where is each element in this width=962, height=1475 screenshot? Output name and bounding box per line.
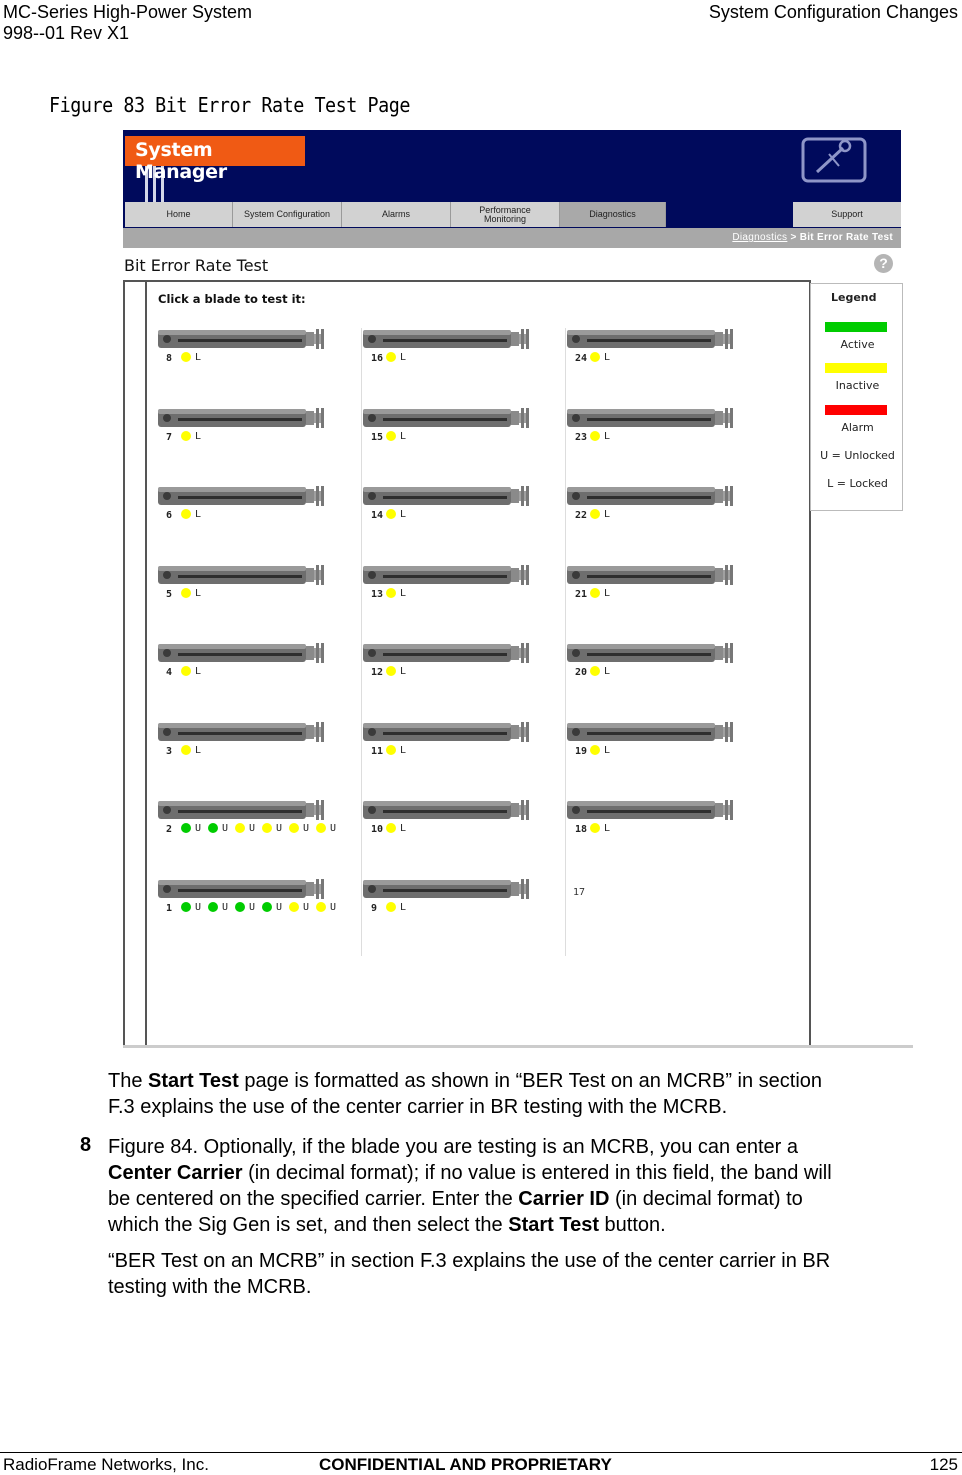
status-indicator — [262, 823, 282, 834]
blade-number: 13 — [371, 589, 384, 600]
blade-number: 6 — [166, 510, 173, 521]
status-indicator — [316, 902, 336, 913]
status-dot — [235, 823, 245, 833]
status-dot — [181, 902, 191, 912]
status-dot — [262, 902, 272, 912]
status-indicator — [386, 431, 406, 442]
center-carrier-term: Center Carrier — [108, 1162, 243, 1184]
blade-number: 11 — [371, 746, 384, 757]
status-dot — [262, 823, 272, 833]
blade-number: 12 — [371, 667, 384, 678]
tab-support[interactable]: Support — [793, 202, 901, 227]
status-indicator — [235, 902, 255, 913]
blade-slot-8[interactable] — [158, 327, 340, 372]
status-indicator — [316, 823, 336, 834]
blade-slot-2[interactable] — [158, 798, 340, 843]
blade-slot-10[interactable] — [363, 798, 545, 843]
page-title: Bit Error Rate Test — [124, 256, 269, 275]
blade-slot-19[interactable] — [567, 720, 749, 765]
status-indicator — [386, 666, 406, 677]
breadcrumb-separator: > — [790, 232, 797, 243]
paragraph-2 — [108, 1248, 830, 1300]
status-indicator — [386, 352, 406, 363]
status-indicator — [590, 823, 610, 834]
app-logo — [125, 136, 305, 183]
status-indicator — [289, 823, 309, 834]
blade-bar-icon — [363, 406, 533, 430]
status-dot — [235, 902, 245, 912]
status-indicator — [590, 588, 610, 599]
status-dot — [208, 902, 218, 912]
blade-number: 23 — [575, 432, 588, 443]
text-span: testing with the MCRB. — [108, 1276, 312, 1298]
blade-bar-icon — [158, 406, 328, 430]
footer-rule — [0, 1452, 962, 1453]
step-8-text — [108, 1134, 832, 1238]
figure-caption: Figure 83 Bit Error Rate Test Page — [49, 93, 411, 117]
blade-number: 18 — [575, 824, 588, 835]
lock-state: U — [330, 823, 337, 834]
status-dot — [316, 823, 326, 833]
empty-slot-17: 17 — [573, 887, 586, 898]
status-dot — [289, 823, 299, 833]
status-indicator — [262, 902, 282, 913]
breadcrumb — [123, 228, 901, 248]
blade-bar-icon — [158, 327, 328, 351]
blade-bar-icon — [363, 720, 533, 744]
blade-bar-icon — [567, 484, 737, 508]
status-dot — [590, 431, 600, 441]
lock-state: L — [400, 902, 407, 913]
system-manager-screenshot — [123, 130, 903, 1048]
lock-state: L — [400, 666, 407, 677]
column-divider — [565, 328, 566, 956]
lock-state: L — [400, 352, 407, 363]
blade-number: 24 — [575, 353, 588, 364]
blade-bar-icon — [363, 798, 533, 822]
text-span: button. — [599, 1214, 666, 1236]
breadcrumb-current: Bit Error Rate Test — [799, 232, 893, 243]
blade-slot-20[interactable] — [567, 641, 749, 686]
status-indicator — [181, 823, 201, 834]
blade-number: 22 — [575, 510, 588, 521]
status-indicator — [208, 823, 228, 834]
blade-bar-icon — [567, 406, 737, 430]
lock-state: L — [195, 509, 202, 520]
lock-state: U — [222, 823, 229, 834]
status-dot — [181, 745, 191, 755]
tab-alarms[interactable]: Alarms — [342, 202, 451, 227]
status-dot — [181, 666, 191, 676]
doc-revision: 998--01 Rev X1 — [3, 23, 130, 43]
app-banner — [123, 130, 901, 202]
lock-state: L — [400, 823, 407, 834]
status-dot — [386, 588, 396, 598]
lock-state: L — [400, 745, 407, 756]
status-indicator — [590, 431, 610, 442]
text-span: which the Sig Gen is set, and then select the — [108, 1214, 509, 1236]
text-span: be centered on the specified carrier. Enter the — [108, 1188, 519, 1210]
blade-slot-22[interactable] — [567, 484, 749, 529]
blade-bar-icon — [363, 327, 533, 351]
blade-number: 2 — [166, 824, 173, 835]
blade-bar-icon — [567, 563, 737, 587]
lock-state: L — [195, 666, 202, 677]
lock-state: U — [330, 902, 337, 913]
status-dot — [181, 431, 191, 441]
status-dot — [590, 509, 600, 519]
footer-page-number: 125 — [929, 1455, 958, 1474]
blade-slot-24[interactable] — [567, 327, 749, 372]
blade-number: 20 — [575, 667, 588, 678]
status-dot — [181, 823, 191, 833]
blade-bar-icon — [567, 798, 737, 822]
blade-bar-icon — [158, 641, 328, 665]
legend-inactive-swatch — [825, 363, 887, 373]
blade-slot-4[interactable] — [158, 641, 340, 686]
lock-state: L — [400, 431, 407, 442]
status-indicator — [181, 431, 201, 442]
tab-system-configuration[interactable]: System Configuration — [233, 202, 342, 227]
blade-slot-23[interactable] — [567, 406, 749, 451]
status-dot — [181, 588, 191, 598]
footer-company: RadioFrame Networks, Inc. — [3, 1455, 209, 1474]
status-indicator — [208, 902, 228, 913]
lock-state: U — [249, 823, 256, 834]
lock-state: L — [195, 745, 202, 756]
status-dot — [590, 588, 600, 598]
tab-diagnostics[interactable]: Diagnostics — [560, 202, 666, 227]
status-indicator — [386, 509, 406, 520]
status-indicator — [181, 666, 201, 677]
blade-bar-icon — [363, 641, 533, 665]
blade-slot-5[interactable] — [158, 563, 340, 608]
status-indicator — [289, 902, 309, 913]
status-dot — [386, 509, 396, 519]
lock-state: L — [400, 588, 407, 599]
status-indicator — [386, 745, 406, 756]
legend-active-swatch — [825, 322, 887, 332]
status-dot — [386, 823, 396, 833]
text-span: “BER Test on an MCRB” in section F.3 explains the use of the center carrier in BR — [108, 1250, 831, 1272]
blade-instruction: Click a blade to test it: — [158, 292, 306, 306]
blade-slot-7[interactable] — [158, 406, 340, 451]
blade-bar-icon — [158, 563, 328, 587]
status-indicator — [590, 352, 610, 363]
status-indicator — [386, 823, 406, 834]
legend-alarm-swatch — [825, 405, 887, 415]
blade-bar-icon — [158, 798, 328, 822]
blade-number: 9 — [371, 903, 378, 914]
status-indicator — [181, 588, 201, 599]
status-indicator — [235, 823, 255, 834]
lock-state: L — [604, 666, 611, 677]
status-dot — [590, 352, 600, 362]
status-dot — [181, 352, 191, 362]
lock-state: U — [222, 902, 229, 913]
blade-number: 21 — [575, 589, 588, 600]
step-number: 8 — [80, 1134, 92, 1156]
status-indicator — [590, 509, 610, 520]
lock-state: L — [604, 509, 611, 520]
legend-title: Legend — [831, 291, 877, 304]
tab-home[interactable]: Home — [125, 202, 233, 227]
status-dot — [386, 745, 396, 755]
blade-slot-16[interactable] — [363, 327, 545, 372]
blade-number: 14 — [371, 510, 384, 521]
lock-state: L — [195, 431, 202, 442]
blade-slot-9[interactable] — [363, 877, 545, 922]
status-dot — [386, 352, 396, 362]
blade-bar-icon — [363, 484, 533, 508]
app-logo-text: System Manager — [135, 139, 227, 183]
status-dot — [289, 902, 299, 912]
carrier-id-term: Carrier ID — [518, 1188, 610, 1210]
blade-bar-icon — [363, 563, 533, 587]
lock-state: U — [303, 902, 310, 913]
blade-bar-icon — [567, 641, 737, 665]
status-dot — [590, 823, 600, 833]
status-dot — [386, 431, 396, 441]
lock-state: L — [604, 352, 611, 363]
legend-active-label: Active — [840, 338, 875, 351]
blade-slot-12[interactable] — [363, 641, 545, 686]
tab-performance-monitoring[interactable]: Performance Monitoring — [451, 202, 560, 227]
status-dot — [386, 902, 396, 912]
status-dot — [208, 823, 218, 833]
text-span: page is formatted as shown in “BER Test on an MCRB” in section — [238, 1070, 823, 1092]
lock-state: U — [276, 902, 283, 913]
blade-number: 10 — [371, 824, 384, 835]
blade-bar-icon — [363, 877, 533, 901]
text-span: Figure 84. Optionally, if the blade you are testing is an MCRB, you can enter a — [108, 1136, 798, 1158]
text-span: The — [108, 1070, 149, 1092]
blade-number: 7 — [166, 432, 173, 443]
text-span: F.3 explains the use of the center carrier in BR testing with the MCRB. — [108, 1096, 728, 1118]
blade-bar-icon — [158, 877, 328, 901]
legend — [810, 283, 903, 511]
blade-number: 8 — [166, 353, 173, 364]
status-indicator — [386, 902, 406, 913]
legend-inactive-label: Inactive — [835, 379, 880, 392]
lock-state: L — [195, 352, 202, 363]
blade-bar-icon — [158, 484, 328, 508]
lock-state: U — [249, 902, 256, 913]
blade-number: 15 — [371, 432, 384, 443]
help-icon[interactable]: ? — [874, 254, 893, 273]
lock-state: U — [195, 823, 202, 834]
blade-number: 5 — [166, 589, 173, 600]
text-span: (in decimal format); if no value is entered in this field, the band will — [242, 1162, 832, 1184]
start-test-term: Start Test — [148, 1070, 239, 1092]
doc-header-left — [3, 2, 252, 44]
blade-bar-icon — [567, 327, 737, 351]
lock-state: L — [604, 588, 611, 599]
blade-bar-icon — [567, 720, 737, 744]
blade-number: 19 — [575, 746, 588, 757]
blade-slot-1[interactable] — [158, 877, 340, 922]
blade-slot-13[interactable] — [363, 563, 545, 608]
blade-slot-18[interactable] — [567, 798, 749, 843]
paragraph-1 — [108, 1068, 822, 1120]
blade-slot-21[interactable] — [567, 563, 749, 608]
status-indicator — [386, 588, 406, 599]
main-nav — [123, 202, 901, 228]
doc-product-title: MC-Series High-Power System — [3, 2, 253, 22]
start-test-term: Start Test — [508, 1214, 599, 1236]
status-dot — [590, 666, 600, 676]
blade-number: 4 — [166, 667, 173, 678]
lock-state: L — [604, 745, 611, 756]
status-dot — [590, 745, 600, 755]
status-indicator — [181, 902, 201, 913]
blade-slot-15[interactable] — [363, 406, 545, 451]
blade-slot-6[interactable] — [158, 484, 340, 529]
status-indicator — [590, 666, 610, 677]
panel-bottom-edge — [123, 1045, 913, 1048]
lock-state: L — [604, 431, 611, 442]
column-divider — [361, 328, 362, 956]
legend-unlocked: U = Unlocked — [820, 449, 895, 462]
status-indicator — [181, 352, 201, 363]
status-dot — [316, 902, 326, 912]
breadcrumb-diagnostics-link[interactable]: Diagnostics — [732, 232, 788, 243]
status-dot — [181, 509, 191, 519]
text-span: (in decimal format) to — [609, 1188, 803, 1210]
legend-alarm-label: Alarm — [841, 421, 874, 434]
blade-number: 1 — [166, 903, 173, 914]
blade-slot-14[interactable] — [363, 484, 545, 529]
blade-bar-icon — [158, 720, 328, 744]
legend-locked: L = Locked — [827, 477, 888, 490]
blade-number: 3 — [166, 746, 173, 757]
lock-state: L — [604, 823, 611, 834]
blade-slot-11[interactable] — [363, 720, 545, 765]
blade-slot-3[interactable] — [158, 720, 340, 765]
lock-state: U — [303, 823, 310, 834]
status-indicator — [181, 745, 201, 756]
blade-number: 16 — [371, 353, 384, 364]
lock-state: U — [276, 823, 283, 834]
footer-confidential: CONFIDENTIAL AND PROPRIETARY — [319, 1455, 612, 1474]
lock-state: L — [195, 588, 202, 599]
lock-state: L — [400, 509, 407, 520]
lock-state: U — [195, 902, 202, 913]
status-indicator — [181, 509, 201, 520]
doc-section-title: System Configuration Changes — [708, 2, 958, 22]
wrench-monitor-icon — [799, 136, 869, 184]
status-dot — [386, 666, 396, 676]
status-indicator — [590, 745, 610, 756]
